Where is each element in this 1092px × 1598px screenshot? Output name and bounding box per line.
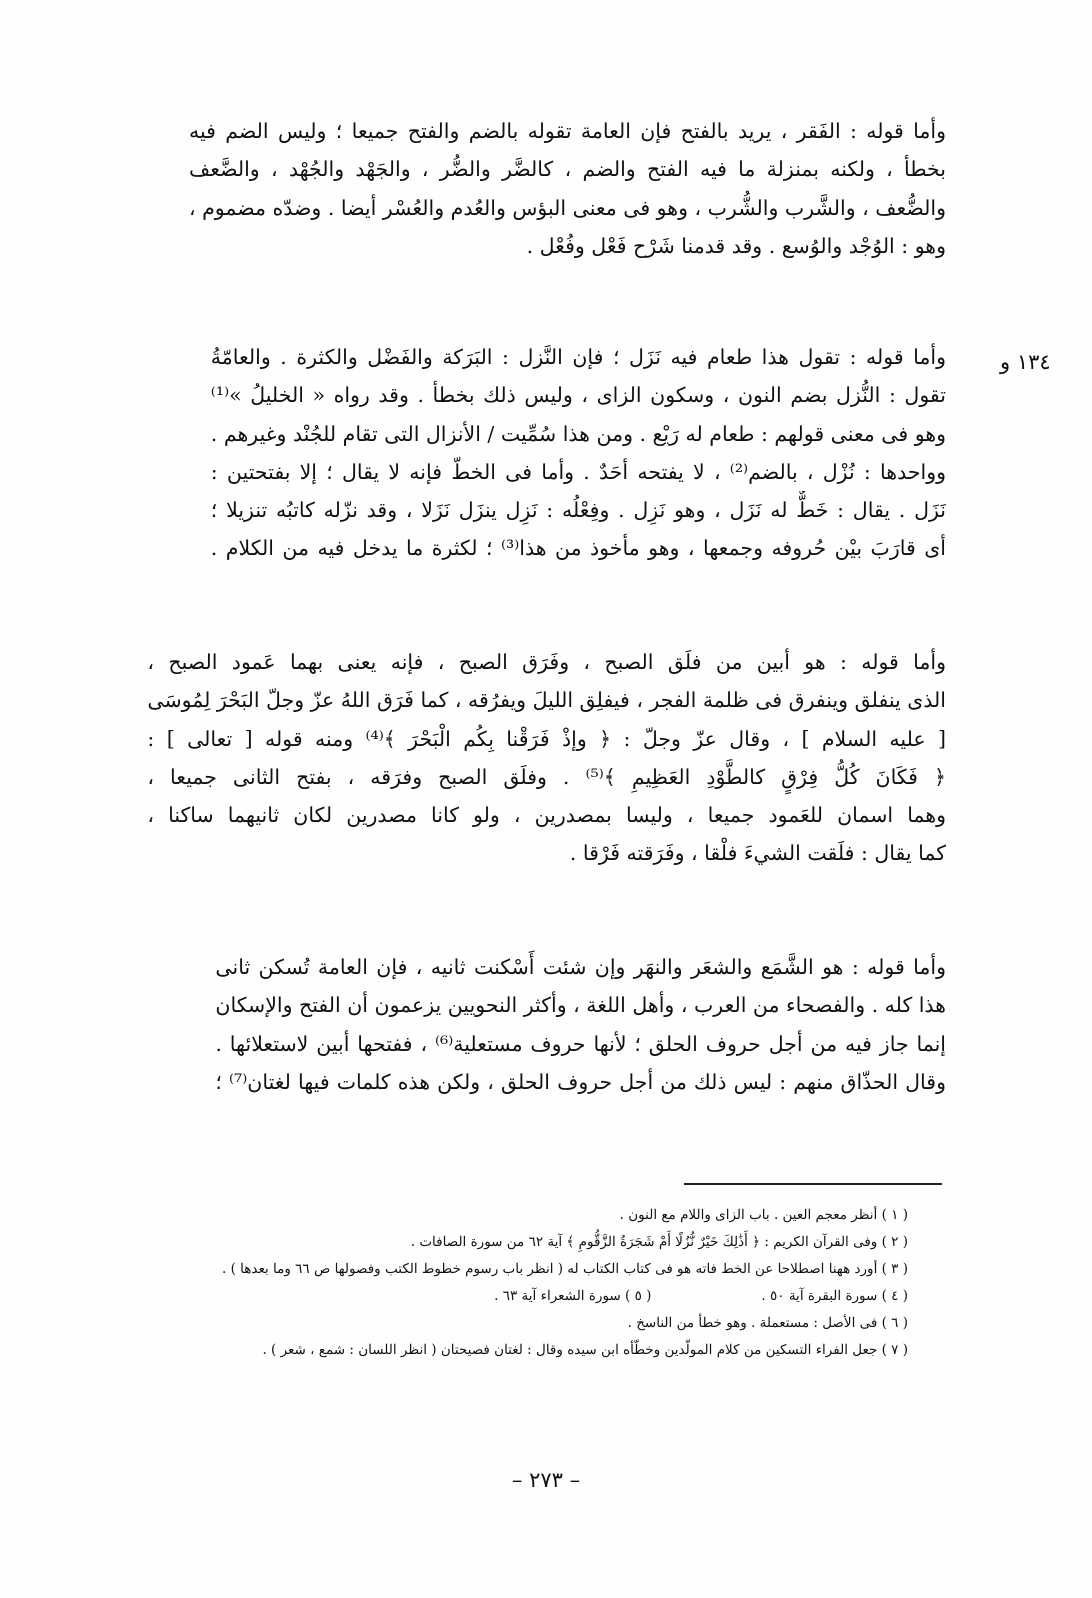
text-line: وأما قوله : هو الشَّمَع والشعَر والنهَر وإن شئت أَسْكنت ثانيه ، فإن العامة تُسكن ثانى — [215, 955, 946, 979]
footnote-7: ( ٧ ) جعل الفراء التسكين من كلام المولّدين وخطّأه ابن سيده وقال : لغتان فصيحتان ( انظر اللسان : شمع ، شعر ) . — [262, 1342, 908, 1358]
paragraph-4 — [215, 948, 946, 1101]
text-line: تقول : النُّزل بضم النون ، وسكون الزاى ، وليس ذلك بخطأ . وقد رواه « الخليلُ »⁽¹⁾ — [210, 383, 946, 408]
text-line: كما يقال : فلَقت الشيءَ فلْقا ، وفَرَقته فَرْقا . — [569, 841, 946, 866]
text-line: أى قارَبَ بيْن حُروفه وجمعها ، وهو مأخوذ من هذا⁽³⁾ ؛ لكثرة ما يدخل فيه من الكلام . — [210, 536, 946, 561]
footnote-4: ( ٤ ) سورة البقرة آية ٥٠ . — [761, 1288, 908, 1304]
text-line: ﴿ فَكَانَ كُلُّ فِرْقٍ كالطَّوْدِ العَظِيمِ ﴾⁽⁵⁾ . وفلَق الصبح وفرَقه ، بفتح الثانى جميعا ، — [147, 764, 946, 789]
footnote-6: ( ٦ ) فى الأصل : مستعملة . وهو خطأ من الناسخ . — [627, 1315, 908, 1331]
page-number: – ٢٧٣ – — [511, 1468, 581, 1492]
text-line: نَزَل . يقال : خَطٌّ له نَزَل ، وهو نَزِل . وفِعْلُه : نَزِل ينزَل نَزَلا ، وقد نزّله كاتبُه تنزيلا ؛ — [210, 498, 946, 523]
text-line: وهو : الوُجْد والوُسع . وقد قدمنا شَرْح فَعْل وفُعْل . — [526, 233, 946, 258]
text-line: [ عليه السلام ] ، وقال عزّ وجلّ : ﴿ وإذْ فَرَقْنا بِكُم الْبَحْرَ ﴾⁽⁴⁾ ومنه قوله [ تعالى ] : — [147, 726, 946, 751]
footnote-divider — [684, 1183, 942, 1185]
text-line: الذى ينفلق وينفرق فى ظلمة الفجر ، فيفلِق الليلَ ويفرُقه ، كما فَرَق اللهُ عزّ وجلّ البَحْرَ لِمُوسَى — [147, 688, 946, 713]
text-line: والضُّعف ، والشَّرب والشُّرب ، وهو فى معنى البؤس والعُدم والعُسْر أيضا . وضدّه مضموم ، — [188, 195, 946, 220]
footnote-1: ( ١ ) أنظر معجم العين . باب الزاى واللام مع النون . — [619, 1207, 908, 1223]
paragraph-1 — [189, 112, 946, 265]
text-line: وأما قوله : الفَقر ، يريد بالفتح فإن العامة تقوله بالضم والفتح جميعا ؛ وليس الضم فيه — [188, 119, 946, 143]
paragraph-3 — [147, 643, 946, 873]
text-line: إنما جاز فيه من أجل حروف الحلق ؛ لأنها حروف مستعلية⁽⁶⁾ ، ففتحها أبين لاستعلائها . — [215, 1031, 946, 1056]
text-line: وواحدها : نُزْل ، بالضم⁽²⁾ ، لا يفتحه أحَدٌ . وأما فى الخطّ فإنه لا يقال ؛ إلا بفتحتين : — [210, 459, 946, 484]
footnote-2: ( ٢ ) وفى القرآن الكريم : ﴿ أَذَٰلِكَ خَيْرٌ نُّزُلًا أَمْ شَجَرَةُ الزَّقُّومِ ﴾ آية ٦٢ من سورة الصافات . — [410, 1234, 908, 1250]
text-line: وأما قوله : هو أبين من فلَق الصبح ، وفَرَق الصبح ، فإنه يعنى بهما عَمود الصبح ، — [147, 650, 946, 674]
text-line: وهو فى معنى قولهم : طعام له رَيْع . ومن هذا سُمِّيت / الأنزال التى تقام للجُنْد وغيرهم . — [210, 421, 946, 446]
footnote-5: ( ٥ ) سورة الشعراء آية ٦٣ . — [494, 1288, 652, 1304]
footnote-3: ( ٣ ) أورد ههنا اصطلاحا عن الخط فاته هو فى كتاب الكتاب له ( انظر باب رسوم خطوط الكتب وفصولها ص ٦٦ وما بعدها ) . — [221, 1261, 908, 1277]
text-line: بخطأ ، ولكنه بمنزلة ما فيه الفتح والضم ، كالضَّر والضُّر ، والجَهْد والجُهْد ، والضَّعف — [188, 157, 946, 182]
text-line: وأما قوله : تقول هذا طعام فيه نَزَل ؛ فإن النَّزل : البَرَكة والفَضْل والكثرة . والعامّةُ — [210, 345, 946, 369]
text-line: هذا كله . والفصحاء من العرب ، وأهل اللغة ، وأكثر النحويين يزعمون أن الفتح والإسكان — [215, 993, 946, 1018]
footnotes — [108, 1202, 908, 1364]
paragraph-2 — [211, 338, 946, 568]
footnote-pair — [108, 1283, 908, 1310]
margin-folio-note: ١٣٤ و — [1000, 350, 1051, 374]
text-line: وقال الحذّاق منهم : ليس ذلك من أجل حروف الحلق ، ولكن هذه كلمات فيها لغتان⁽⁷⁾ ؛ — [215, 1069, 946, 1094]
text-line: وهما اسمان للعَمود جميعا ، وليسا بمصدرين ، ولو كانا مصدرين لكان ثانيهما ساكنا ، — [147, 803, 946, 828]
